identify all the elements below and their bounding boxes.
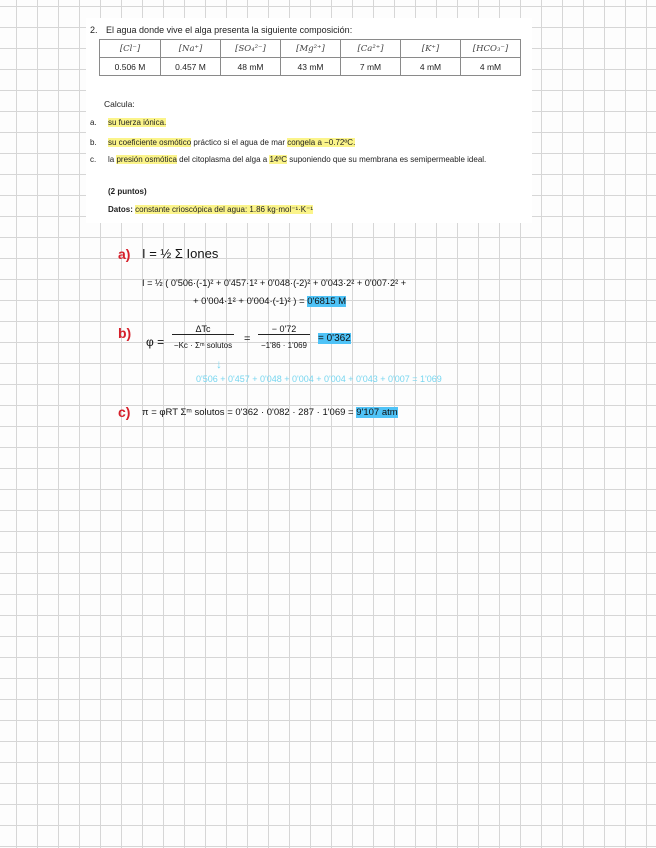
answer-c-text: π = φRT Σᵐ solutos = 0'362 · 0'082 · 287 · 1'069 = (142, 407, 354, 418)
table-header: [K⁺] (401, 40, 461, 58)
table-header: [Ca²⁺] (341, 40, 401, 58)
item-c-highlight-2: 14ºC (269, 155, 288, 164)
answer-a-expression-line2 (193, 296, 346, 307)
table-row (100, 58, 521, 76)
table-cell: 4 mM (401, 58, 461, 76)
arrow-down-icon: ↓ (216, 357, 222, 371)
item-c-text-2: del citoplasma del alga a (176, 155, 270, 164)
table-header: [Cl⁻] (100, 40, 161, 58)
answer-b-result (318, 333, 351, 344)
points-label: (2 puntos) (108, 187, 147, 196)
question-header (90, 25, 352, 35)
answer-b-denominator-2: −1'86 · 1'069 (261, 341, 307, 350)
table-cell: 43 mM (281, 58, 341, 76)
answer-a-label: a) (118, 246, 131, 262)
answer-b-denominator-1: −Kc · Σᵐ solutos (173, 341, 233, 350)
answer-b-numerator-2: − 0'72 (258, 324, 310, 335)
table-header: [SO₄²⁻] (221, 40, 281, 58)
answer-a-expression-line1: I = ½ ( 0'506·(-1)² + 0'457·1² + 0'048·(-2)² + 0'043·2² + 0'007·2² + (142, 278, 407, 288)
item-b-text: práctico si el agua de mar (191, 138, 288, 147)
answer-a-formula: I = ½ Σ Iones (142, 246, 219, 261)
answer-b-label: b) (118, 325, 132, 341)
item-a (90, 116, 526, 129)
item-b (90, 136, 526, 149)
table-cell: 0.506 M (100, 58, 161, 76)
item-a-text: su fuerza iónica. (108, 118, 167, 127)
item-b-label: b. (90, 138, 97, 147)
answer-a-expression-text: + 0'004·1² + 0'004·(-1)² ) = (193, 296, 305, 307)
answer-b-phi: φ = (146, 335, 165, 349)
table-cell: 7 mM (341, 58, 401, 76)
composition-table (99, 39, 521, 76)
calcula-heading: Calcula: (104, 99, 135, 109)
answer-b-result-value: = 0'362 (318, 333, 351, 344)
question-text: El agua donde vive el alga presenta la siguiente composición: (106, 25, 353, 35)
item-c (90, 153, 526, 166)
table-header: [HCO₃⁻] (461, 40, 521, 58)
answer-b-sum: 0'506 + 0'457 + 0'048 + 0'004 + 0'004 + 0'043 + 0'007 = 1'069 (196, 374, 442, 384)
table-cell: 4 mM (461, 58, 521, 76)
table-cell: 0.457 M (161, 58, 221, 76)
table-header: [Na⁺] (161, 40, 221, 58)
item-c-text-3: suponiendo que su membrana es semipermeable ideal. (287, 155, 487, 164)
datos-label: Datos: (108, 205, 133, 214)
answer-c-label: c) (118, 404, 131, 420)
answer-c-expression (142, 407, 398, 418)
table-cell: 48 mM (221, 58, 281, 76)
item-c-text-1: la (108, 155, 117, 164)
item-b-highlight-2: congela a −0.72ºC. (287, 138, 356, 147)
answer-c-result: 9'107 atm (356, 407, 398, 418)
table-header-row (100, 40, 521, 58)
question-number: 2. (90, 25, 98, 35)
datos-line (108, 203, 313, 216)
item-a-label: a. (90, 118, 97, 127)
answer-b-equals: = (244, 333, 251, 345)
answer-b-numerator-1: ΔTc (172, 324, 234, 335)
table-header: [Mg²⁺] (281, 40, 341, 58)
item-c-label: c. (90, 155, 97, 164)
datos-text: constante crioscópica del agua: 1.86 kg·mol⁻¹·K⁻¹ (135, 205, 313, 214)
item-b-highlight-1: su coeficiente osmótico (108, 138, 192, 147)
answer-a-result: 0'6815 M (307, 296, 347, 307)
item-c-highlight-1: presión osmótica (116, 155, 177, 164)
